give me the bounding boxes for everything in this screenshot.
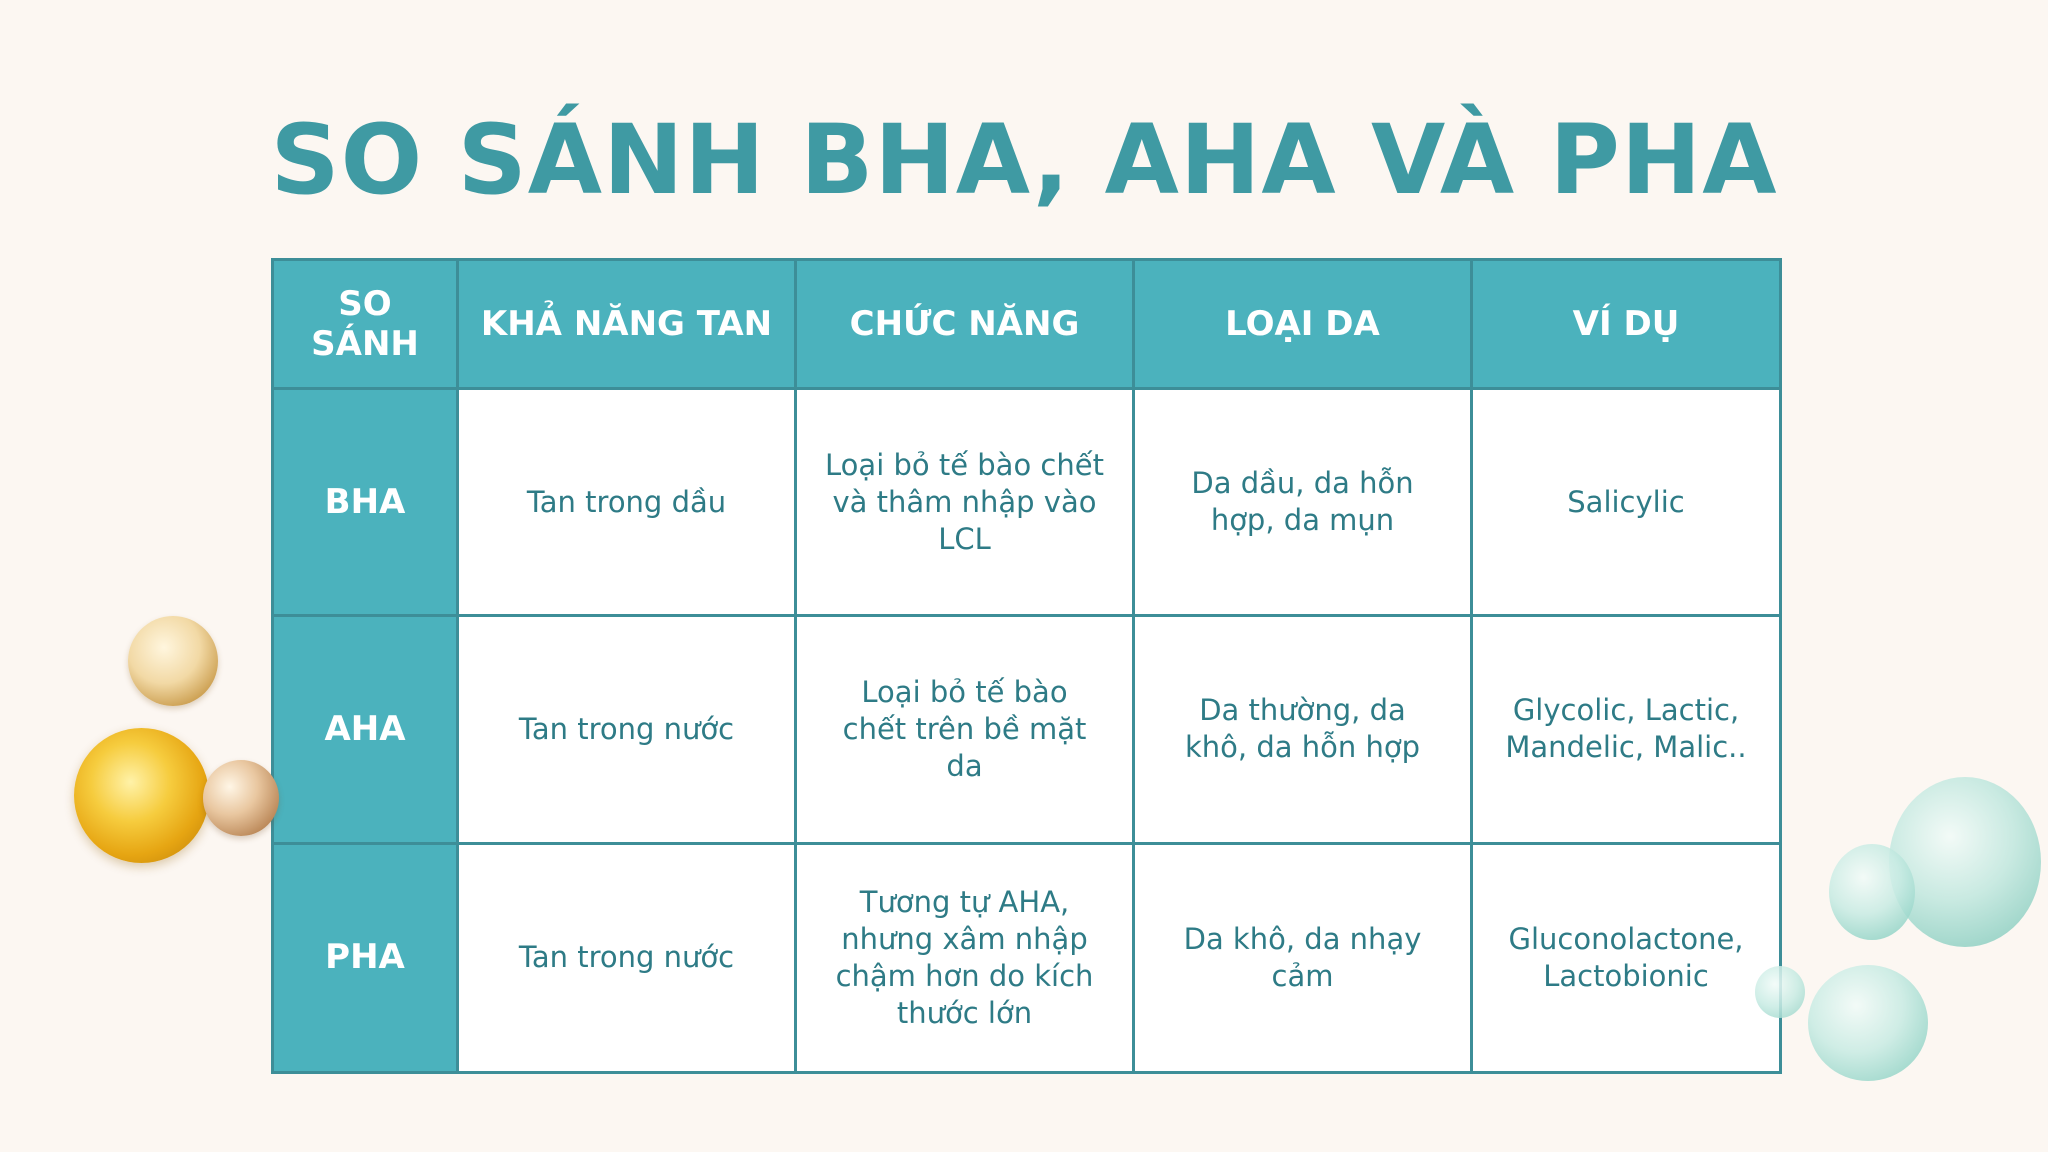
- page-title: SO SÁNH BHA, AHA VÀ PHA: [270, 104, 1778, 216]
- cell-text: Da thường, da khô, da hỗn hợp: [1184, 693, 1420, 765]
- cell-text: Glycolic, Lactic, Mandelic, Malic..: [1505, 693, 1747, 765]
- cell-text: Da khô, da nhạy cảm: [1183, 921, 1422, 993]
- header-solubility: KHẢ NĂNG TAN: [458, 260, 796, 389]
- row-label-bha: BHA: [273, 389, 458, 616]
- teal-bubble-image: [1755, 966, 1805, 1018]
- row-label-aha: AHA: [273, 616, 458, 843]
- cell-skin-type: [1134, 616, 1472, 843]
- gold-bubble-image: [203, 760, 279, 836]
- cell-text: Tan trong dầu: [526, 484, 727, 519]
- cell-solubility: [458, 616, 796, 843]
- header-examples: VÍ DỤ: [1472, 260, 1781, 389]
- table-row: [273, 389, 1781, 616]
- cell-text: Tan trong nước: [518, 940, 735, 975]
- teal-bubble-image: [1829, 844, 1915, 940]
- cell-function: [796, 389, 1134, 616]
- cell-examples: [1472, 616, 1781, 843]
- gold-bubble-image: [128, 616, 218, 706]
- cell-text: Tan trong nước: [518, 711, 735, 746]
- header-function: CHỨC NĂNG: [796, 260, 1134, 389]
- cell-skin-type: [1134, 389, 1472, 616]
- cell-function: [796, 843, 1134, 1072]
- cell-text: Salicylic: [1567, 484, 1685, 519]
- cell-function: [796, 616, 1134, 843]
- table-row: [273, 616, 1781, 843]
- header-compare: SO SÁNH: [273, 260, 458, 389]
- gold-bubble-image: [74, 728, 209, 863]
- cell-text: Loại bỏ tế bào chết và thâm nhập vào LCL: [825, 447, 1104, 556]
- cell-text: Tương tự AHA, nhưng xâm nhập chậm hơn do kích thước lớn: [835, 884, 1094, 1030]
- cell-text: Gluconolactone, Lactobionic: [1508, 921, 1744, 993]
- cell-solubility: [458, 389, 796, 616]
- cell-examples: [1472, 843, 1781, 1072]
- comparison-table: [271, 258, 1782, 1074]
- cell-text: Da dầu, da hỗn hợp, da mụn: [1191, 466, 1414, 538]
- teal-bubble-image: [1808, 965, 1928, 1081]
- teal-bubble-image: [1889, 777, 2041, 947]
- table-row: [273, 843, 1781, 1072]
- cell-skin-type: [1134, 843, 1472, 1072]
- cell-solubility: [458, 843, 796, 1072]
- header-row: [273, 260, 1781, 389]
- cell-text: Loại bỏ tế bào chết trên bề mặt da: [842, 674, 1087, 783]
- cell-examples: [1472, 389, 1781, 616]
- row-label-pha: PHA: [273, 843, 458, 1072]
- header-skin-type: LOẠI DA: [1134, 260, 1472, 389]
